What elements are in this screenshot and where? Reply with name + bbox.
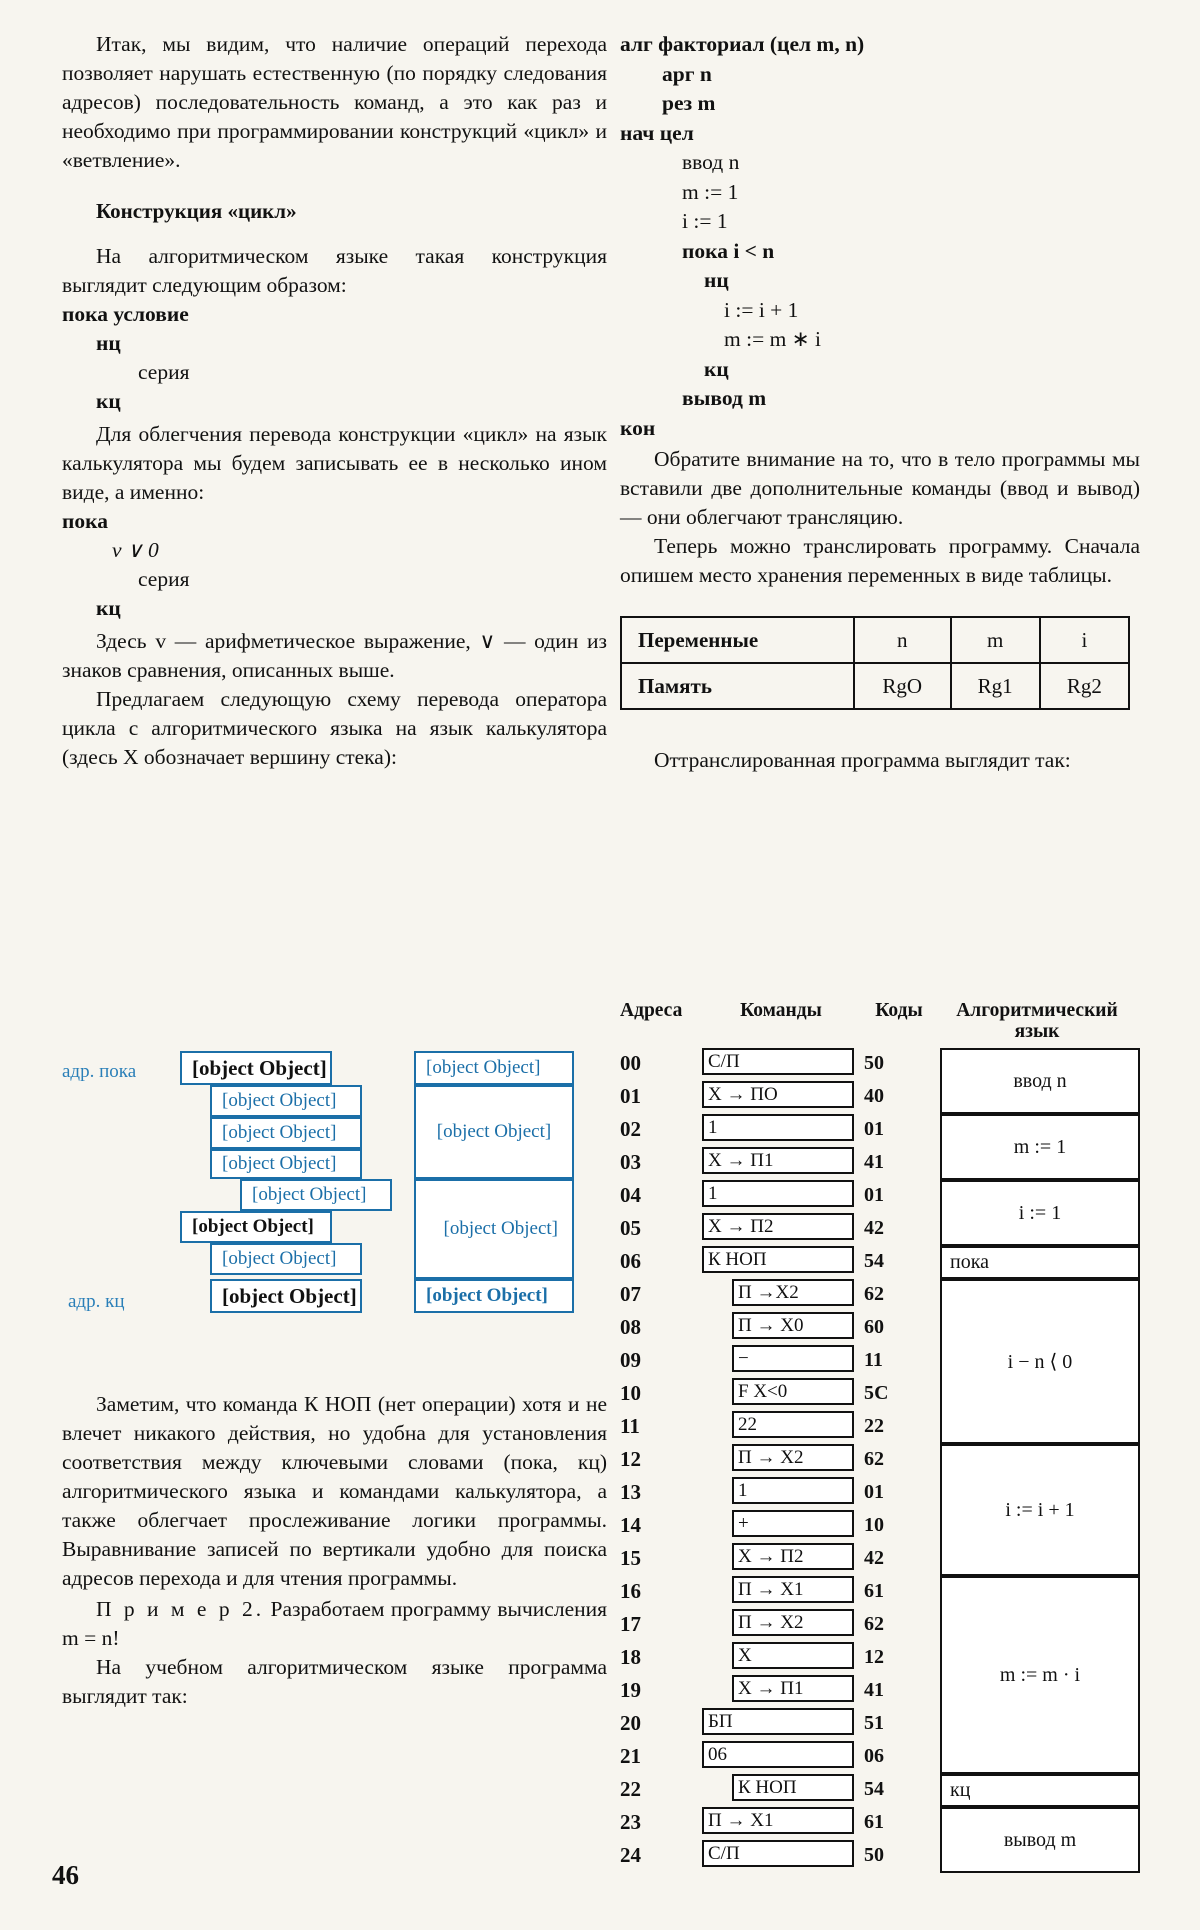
program-command-cell xyxy=(702,1741,854,1774)
program-address: 17 xyxy=(620,1612,641,1636)
vars-cell-m: m xyxy=(951,617,1040,663)
program-address: 03 xyxy=(620,1150,641,1174)
paragraph-intro: Итак, мы видим, что наличие операций перехода позволяет нарушать естественную (по порядку следования адресов) последовательность команд, а это как раз и необходимо при программировании конструкций «цикл» и «ветвление». xyxy=(62,32,607,172)
program-command-cell xyxy=(702,1378,854,1411)
program-command: К НОП xyxy=(702,1246,854,1273)
program-code: 54 xyxy=(864,1250,884,1272)
program-code: 62 xyxy=(864,1283,884,1305)
program-command: F X<0 xyxy=(732,1378,854,1405)
program-code: 60 xyxy=(864,1316,884,1338)
program-command: 22 xyxy=(732,1411,854,1438)
program-command-cell xyxy=(702,1114,854,1147)
program-address: 18 xyxy=(620,1645,641,1669)
program-address: 13 xyxy=(620,1480,641,1504)
alg-line-1: арг n xyxy=(662,61,712,86)
code-line-nc: нц xyxy=(96,331,121,355)
alg-line-3: нач цел xyxy=(620,120,694,145)
alg-line-6: i := 1 xyxy=(682,209,728,233)
program-code: 51 xyxy=(864,1712,884,1734)
program-address: 21 xyxy=(620,1744,641,1768)
alg-language-box: пока xyxy=(940,1246,1140,1279)
program-code: 01 xyxy=(864,1184,884,1206)
program-command: − xyxy=(732,1345,854,1372)
alg-line-0: алг факториал (цел m, n) xyxy=(620,32,865,56)
program-code: 01 xyxy=(864,1481,884,1503)
section-heading-loop: Конструкция «цикл» xyxy=(96,199,297,223)
program-address: 10 xyxy=(620,1381,641,1405)
program-command: 1 xyxy=(732,1477,854,1504)
program-address: 11 xyxy=(620,1414,640,1438)
program-address: 01 xyxy=(620,1084,641,1108)
alg-line-7: пока i < n xyxy=(682,238,775,263)
program-command-cell xyxy=(702,1642,854,1675)
program-command: X → П1 xyxy=(732,1675,854,1702)
program-command: X xyxy=(732,1642,854,1669)
alg-language-box: кц xyxy=(940,1774,1140,1807)
diagram-label-addr-poka: адр. пока xyxy=(62,1061,137,1082)
vars-cell-n: n xyxy=(854,617,951,663)
alg-line-2: рез m xyxy=(662,91,716,115)
diagram-label-addr-kc: адр. кц xyxy=(68,1291,125,1312)
alg-language-box: вывод m xyxy=(940,1807,1140,1873)
program-address: 22 xyxy=(620,1777,641,1801)
right-column xyxy=(620,30,1140,775)
paragraph-translate-now: Теперь можно транслировать программу. Сначала опишем место хранения переменных в виде таблицы. xyxy=(620,534,1140,587)
program-address: 16 xyxy=(620,1579,641,1603)
algorithm-listing xyxy=(620,30,1140,443)
program-code: 61 xyxy=(864,1580,884,1602)
code-line-poka-uslovie: пока условие xyxy=(62,302,189,326)
diagram-box-k-nop-top: [object Object] xyxy=(180,1051,332,1085)
alg-language-box: i − n ⟨ 0 xyxy=(940,1279,1140,1444)
diagram-box-addr-kc: [object Object] xyxy=(210,1149,362,1179)
program-address: 09 xyxy=(620,1348,641,1372)
header-codes: Коды xyxy=(875,1000,923,1021)
program-command-cell xyxy=(702,1213,854,1246)
program-command: П → X1 xyxy=(702,1807,854,1834)
diagram-box-x-assign-v: [object Object] xyxy=(210,1085,362,1117)
program-code: 22 xyxy=(864,1415,884,1437)
program-command: X → П2 xyxy=(702,1213,854,1240)
loop-translation-diagram xyxy=(62,1045,622,1345)
program-command-cell xyxy=(702,1774,854,1807)
vars-cell-rg0: RgO xyxy=(854,663,951,709)
diagram-box-addr-poka: [object Object] xyxy=(210,1243,362,1275)
program-code: 54 xyxy=(864,1778,884,1800)
program-command: 1 xyxy=(702,1180,854,1207)
program-command: С/П xyxy=(702,1048,854,1075)
paragraph-translated-program: Оттранслированная программа выглядит так: xyxy=(654,748,1071,772)
paragraph-scheme-intro: Предлагаем следующую схему перевода оператора цикла с алгоритмического языка на язык калькулятора (здесь X обозначает вершину стека): xyxy=(62,687,607,769)
program-command-cell xyxy=(702,1444,854,1477)
program-rows-container xyxy=(620,1048,1160,1873)
paragraph-translate-note: Для облегчения перевода конструкции «цикл» на язык калькулятора мы будем записывать ее в несколько ином виде, а именно: xyxy=(62,422,607,504)
program-command-cell xyxy=(702,1081,854,1114)
program-command: X → П2 xyxy=(732,1543,854,1570)
program-table-header xyxy=(620,1000,1160,1042)
diagram-box-poka: [object Object] xyxy=(414,1051,574,1085)
example-label: П р и м е р 2. xyxy=(96,1597,265,1621)
diagram-box-k-nop-bottom: [object Object] xyxy=(210,1279,362,1313)
program-address: 04 xyxy=(620,1183,641,1207)
program-code: 42 xyxy=(864,1547,884,1569)
paragraph-attention: Обратите внимание на то, что в тело программы мы вставили две дополнительные команды (ввод и вывод) — они облегчают трансляцию. xyxy=(620,447,1140,529)
program-code: 06 xyxy=(864,1745,884,1767)
program-command-cell xyxy=(702,1477,854,1510)
diagram-box-seriya-right: [object Object] xyxy=(414,1179,574,1279)
program-command-cell xyxy=(702,1576,854,1609)
program-command-cell xyxy=(702,1147,854,1180)
program-address: 23 xyxy=(620,1810,641,1834)
alg-line-11: кц xyxy=(704,356,729,381)
program-command-cell xyxy=(702,1180,854,1213)
code2-line-kc: кц xyxy=(96,596,121,620)
program-command: П → X0 xyxy=(732,1312,854,1339)
program-command: 06 xyxy=(702,1741,854,1768)
program-listing-table xyxy=(620,1000,1160,1873)
left-column xyxy=(62,30,607,772)
vars-label-memory: Память xyxy=(621,663,854,709)
diagram-box-bp: [object Object] xyxy=(180,1211,332,1243)
program-code: 40 xyxy=(864,1085,884,1107)
code-line-kc: кц xyxy=(96,389,121,413)
diagram-box-seriya-left: [object Object] xyxy=(240,1179,392,1211)
program-code: 62 xyxy=(864,1448,884,1470)
program-code: 11 xyxy=(864,1349,883,1371)
program-command: X → ПО xyxy=(702,1081,854,1108)
paragraph-knop-note: Заметим, что команда К НОП (нет операции) хотя и не влечет никакого действия, но удобна для установления соответствия между ключевыми словами (пока, кц) алгоритмического языка и командами калькулятора, а также облегчает прослеживание логики программы. Выравнивание записей по вертикали удобно для поиска адресов перехода и для чтения программы. xyxy=(62,1392,607,1590)
program-command-cell xyxy=(702,1807,854,1840)
program-command: К НОП xyxy=(732,1774,854,1801)
program-code: 5Ϲ xyxy=(864,1382,889,1404)
paragraph-v-definition: Здесь v — арифметическое выражение, ∨ — один из знаков сравнения, описанных выше. xyxy=(62,629,607,682)
program-address: 20 xyxy=(620,1711,641,1735)
program-command-cell xyxy=(702,1543,854,1576)
program-command-cell xyxy=(702,1675,854,1708)
alg-line-9: i := i + 1 xyxy=(724,297,799,322)
program-address: 14 xyxy=(620,1513,641,1537)
program-address: 08 xyxy=(620,1315,641,1339)
program-command: С/П xyxy=(702,1840,854,1867)
alg-line-10: m := m ∗ i xyxy=(724,327,822,351)
code2-line-poka: пока xyxy=(62,509,108,533)
table-row xyxy=(621,663,1129,709)
header-addresses: Адреса xyxy=(620,1000,683,1021)
program-command-cell xyxy=(702,1345,854,1378)
table-row xyxy=(621,617,1129,663)
vars-cell-rg1: Rg1 xyxy=(951,663,1040,709)
program-address: 00 xyxy=(620,1051,641,1075)
program-code: 41 xyxy=(864,1679,884,1701)
program-code: 62 xyxy=(864,1613,884,1635)
alg-language-box: ввод n xyxy=(940,1048,1140,1114)
program-address: 07 xyxy=(620,1282,641,1306)
program-address: 02 xyxy=(620,1117,641,1141)
program-address: 24 xyxy=(620,1843,641,1867)
program-code: 61 xyxy=(864,1811,884,1833)
page-number: 46 xyxy=(52,1860,79,1890)
alg-line-4: ввод n xyxy=(682,150,740,174)
variables-table xyxy=(620,616,1130,710)
program-command: 1 xyxy=(702,1114,854,1141)
program-code: 41 xyxy=(864,1151,884,1173)
program-address: 06 xyxy=(620,1249,641,1273)
program-command-cell xyxy=(702,1708,854,1741)
vars-label-variables: Переменные xyxy=(621,617,854,663)
program-command-cell xyxy=(702,1609,854,1642)
program-command: БП xyxy=(702,1708,854,1735)
program-command: + xyxy=(732,1510,854,1537)
program-command: X → П1 xyxy=(702,1147,854,1174)
program-address: 15 xyxy=(620,1546,641,1570)
paragraph-loop-form: На алгоритмическом языке такая конструкция выглядит следующим образом: xyxy=(62,244,607,297)
left-column-bottom xyxy=(62,1390,607,1711)
program-command-cell xyxy=(702,1840,854,1873)
program-command-cell xyxy=(702,1279,854,1312)
alg-line-8: нц xyxy=(704,268,729,292)
program-code: 01 xyxy=(864,1118,884,1140)
program-address: 05 xyxy=(620,1216,641,1240)
program-command-cell xyxy=(702,1312,854,1345)
vars-cell-rg2: Rg2 xyxy=(1040,663,1129,709)
program-command-cell xyxy=(702,1411,854,1444)
program-code: 50 xyxy=(864,1052,884,1074)
alg-language-box: m := m · i xyxy=(940,1576,1140,1774)
alg-language-box: i := i + 1 xyxy=(940,1444,1140,1576)
alg-line-13: кон xyxy=(620,415,656,440)
alg-line-5: m := 1 xyxy=(682,179,739,204)
header-alg-language: Алгоритмический язык xyxy=(956,1000,1118,1042)
code2-line-seriya: серия xyxy=(138,567,190,591)
program-command-cell xyxy=(702,1246,854,1279)
program-address: 19 xyxy=(620,1678,641,1702)
program-code: 10 xyxy=(864,1514,884,1536)
program-code: 42 xyxy=(864,1217,884,1239)
program-command: П → X1 xyxy=(732,1576,854,1603)
alg-language-box: m := 1 xyxy=(940,1114,1140,1180)
alg-line-12: вывод m xyxy=(682,386,767,410)
program-command-cell xyxy=(702,1510,854,1543)
paragraph-alg-lang-intro: На учебном алгоритмическом языке программа выглядит так: xyxy=(62,1655,607,1708)
program-command: П →X2 xyxy=(732,1279,854,1306)
code-line-seriya: серия xyxy=(138,360,190,384)
program-code: 12 xyxy=(864,1646,884,1668)
program-command: П → X2 xyxy=(732,1444,854,1471)
program-code: 50 xyxy=(864,1844,884,1866)
diagram-box-condition: [object Object] xyxy=(414,1085,574,1179)
program-command-cell xyxy=(702,1048,854,1081)
example-text: Разработаем программу вычисления m = n! xyxy=(62,1597,608,1650)
paragraph-example2 xyxy=(62,1595,607,1653)
header-commands: Команды xyxy=(740,1000,822,1021)
program-command: П → X2 xyxy=(732,1609,854,1636)
code2-line-condition: v ∨ 0 xyxy=(112,538,159,562)
diagram-box-kc: [object Object] xyxy=(414,1279,574,1313)
alg-language-box: i := 1 xyxy=(940,1180,1140,1246)
diagram-box-f-compare: [object Object] xyxy=(210,1117,362,1149)
vars-cell-i: i xyxy=(1040,617,1129,663)
program-address: 12 xyxy=(620,1447,641,1471)
